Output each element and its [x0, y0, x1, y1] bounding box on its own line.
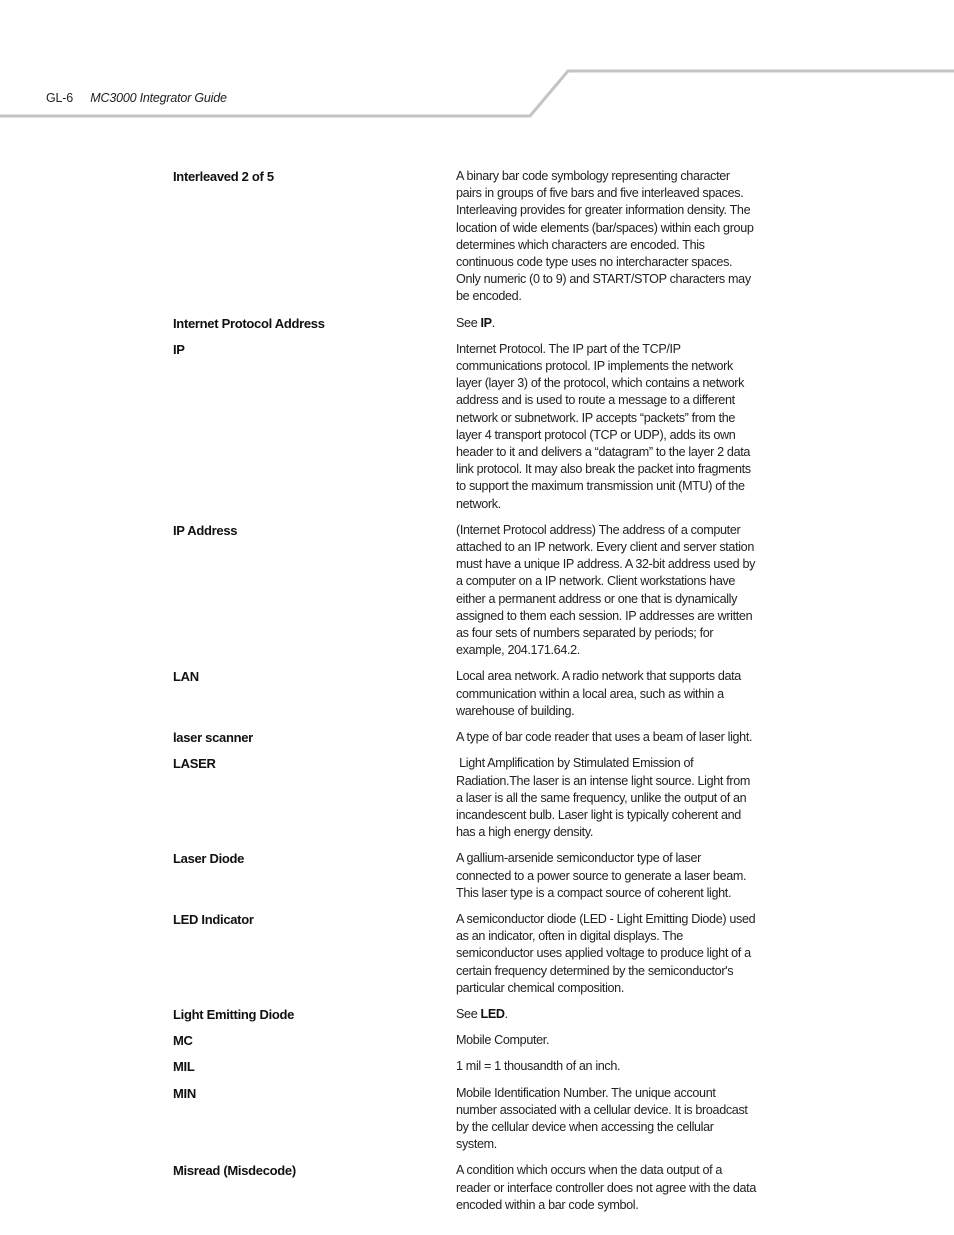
glossary-definition: Mobile Computer.: [456, 1033, 550, 1048]
glossary-term: MC: [173, 1033, 193, 1049]
guide-title: MC3000 Integrator Guide: [90, 91, 227, 105]
glossary-definition: A gallium-arsenide semiconductor type of laser connected to a power source to generate a laser beam. This laser type is a compact source of coherent light.: [456, 851, 747, 900]
definition-prefix: See: [456, 315, 481, 330]
glossary-definition: Light Amplification by Stimulated Emission of Radiation.The laser is an intense light source. Light from a laser is all the same frequency, unlike the output of an incandescent bulb. Laser light is typically coherent and has a high energy density.: [456, 756, 754, 840]
glossary-term: LASER: [173, 756, 216, 772]
glossary-term: IP Address: [173, 522, 238, 538]
definition-suffix: .: [491, 315, 495, 330]
glossary-entry: [173, 522, 763, 660]
glossary-term: Internet Protocol Address: [173, 315, 325, 331]
glossary-definition: A type of bar code reader that uses a beam of laser light.: [456, 730, 753, 745]
cross-reference: IP: [480, 315, 492, 330]
glossary-definition: A condition which occurs when the data output of a reader or interface controller does not agree with the data encoded within a bar code symbol.: [456, 1163, 756, 1212]
glossary-definition: [456, 1006, 756, 1023]
glossary-term: MIL: [173, 1059, 195, 1075]
glossary-entry: [173, 168, 763, 306]
glossary-entry: [173, 1006, 763, 1023]
header-rule: [0, 0, 954, 130]
glossary-entry: [173, 1058, 763, 1075]
glossary-entry: [173, 729, 763, 746]
definition-suffix: .: [504, 1006, 508, 1021]
glossary-term: Misread (Misdecode): [173, 1163, 296, 1179]
glossary-definition: Internet Protocol. The IP part of the TCP/IP communications protocol. IP implements the network layer (layer 3) of the protocol, which contains a network address and is used to route a message to a different network or subnetwork. IP accepts “packets” from the layer 4 transport protocol (TCP or UDP), adds its own header to it and delivers a “datagram” to the layer 2 data link protocol. It may also break the packet into fragments to support the maximum transmission unit (MTU) of the network.: [456, 341, 751, 511]
glossary-entry: [173, 1162, 763, 1214]
page-number: GL-6: [46, 91, 73, 105]
glossary-term: IP: [173, 341, 185, 357]
glossary-entry: [173, 341, 763, 513]
glossary-entry: [173, 911, 763, 997]
glossary-entry: [173, 1085, 763, 1154]
glossary-entry: [173, 668, 763, 720]
glossary-definition: Local area network. A radio network that supports data communication within a local area, such as within a warehouse of building.: [456, 669, 741, 718]
page-header: [46, 91, 227, 105]
glossary-term: laser scanner: [173, 730, 253, 746]
glossary-entry: [173, 755, 763, 841]
glossary-term: Laser Diode: [173, 851, 245, 867]
glossary-definition: (Internet Protocol address) The address of a computer attached to an IP network. Every client and server station must have a unique IP address. A 32-bit address used by a computer on a IP network. Client workstations have either a permanent address or one that is dynamically assigned to them each session. IP addresses are written as four sets of numbers separated by periods; for example, 204.171.64.2.: [456, 522, 756, 658]
glossary-entry: [173, 315, 763, 332]
glossary-definition: [456, 315, 756, 332]
glossary-definition: A semiconductor diode (LED - Light Emitting Diode) used as an indicator, often in digital displays. The semiconductor uses applied voltage to produce light of a certain frequency determined by the semiconductor's particular chemical composition.: [456, 911, 756, 995]
glossary-term: LAN: [173, 669, 199, 685]
glossary-list: [173, 168, 763, 1214]
glossary-definition: 1 mil = 1 thousandth of an inch.: [456, 1059, 621, 1074]
glossary-term: Interleaved 2 of 5: [173, 169, 274, 184]
cross-reference: LED: [480, 1006, 505, 1021]
glossary-definition: A binary bar code symbology representing character pairs in groups of five bars and five interleaved spaces. Interleaving provides for greater information density. The location of wide elements (bar/spaces) within each group determines which characters are encoded. This continuous code type uses no intercharacter spaces. Only numeric (0 to 9) and START/STOP characters may be encoded.: [456, 169, 754, 304]
glossary-term: Light Emitting Diode: [173, 1006, 295, 1022]
glossary-term: LED Indicator: [173, 911, 254, 927]
glossary-entry: [173, 1032, 763, 1049]
glossary-term: MIN: [173, 1085, 196, 1101]
definition-prefix: See: [456, 1006, 481, 1021]
glossary-definition: Mobile Identification Number. The unique account number associated with a cellular device. It is broadcast by the cellular device when accessing the cellular system.: [456, 1085, 748, 1152]
glossary-entry: [173, 850, 763, 902]
